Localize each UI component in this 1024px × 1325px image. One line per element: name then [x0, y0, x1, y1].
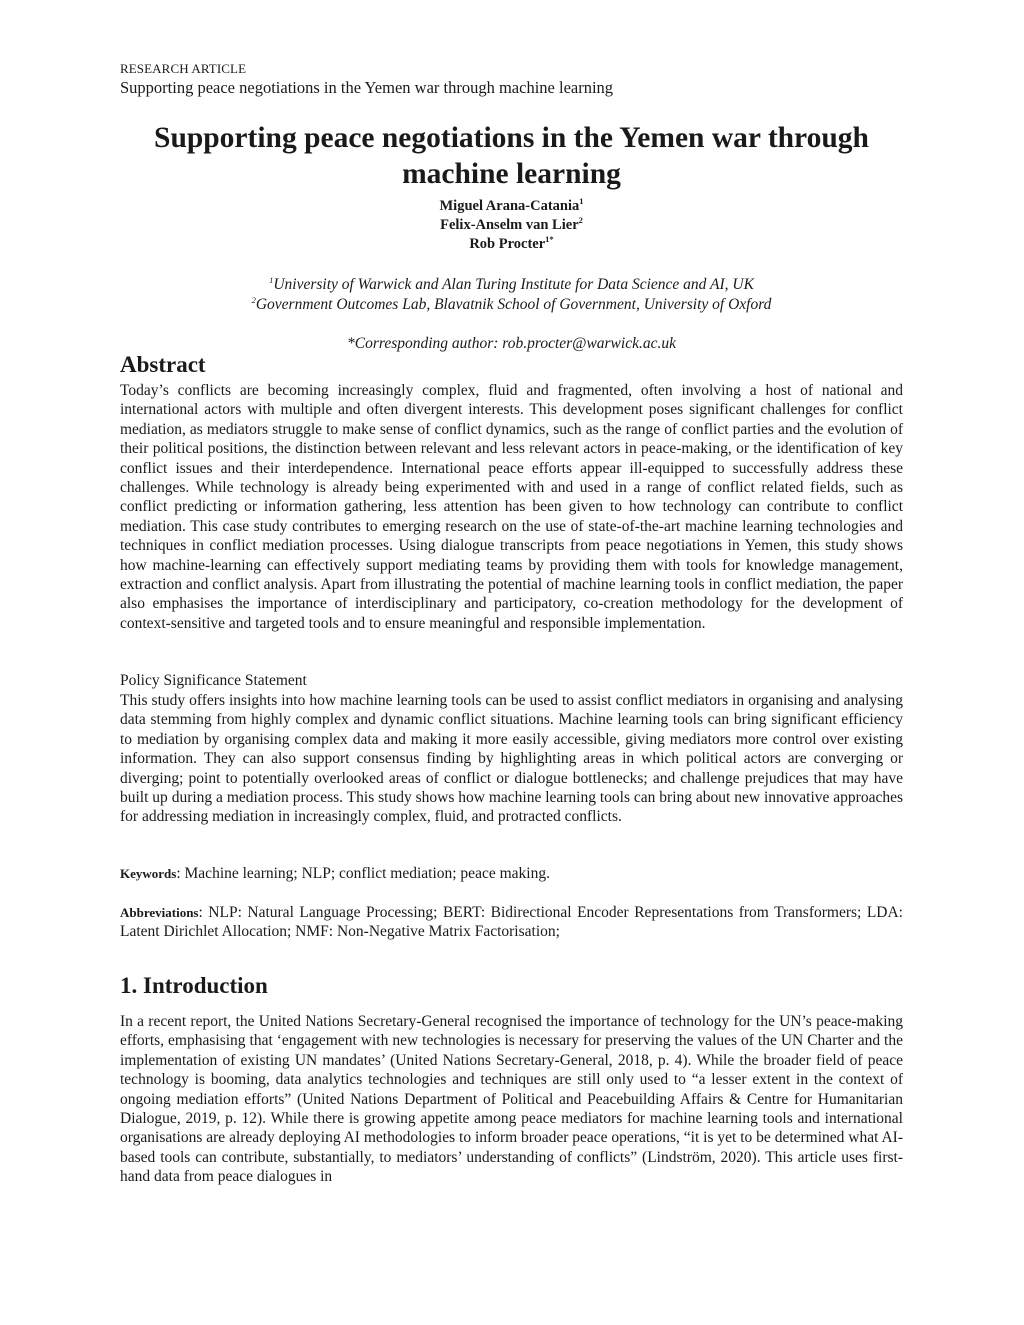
affiliation	[120, 295, 903, 315]
author-name: Rob Procter	[469, 236, 546, 252]
author-list	[120, 197, 903, 254]
keywords-label: Keywords	[120, 866, 177, 881]
article-type-label: RESEARCH ARTICLE	[120, 61, 247, 76]
affiliation-text: Government Outcomes Lab, Blavatnik School of Government, University of Oxford	[255, 296, 772, 313]
author	[120, 216, 903, 235]
affiliation-mark: 2	[251, 294, 256, 305]
affiliation-text: University of Warwick and Alan Turing Institute for Data Science and AI, UK	[273, 276, 754, 293]
abstract-heading: Abstract	[120, 352, 206, 377]
author-affiliation-mark: 1	[579, 196, 584, 207]
keywords	[120, 864, 903, 883]
abbreviations	[120, 903, 903, 942]
affiliation-list	[120, 275, 903, 315]
policy-statement-text: This study offers insights into how machine learning tools can be used to assist conflict mediators in organising and analysing data stemming from highly complex and dynamic conflict situations. Machine learning tools can bring significant efficiency to mediation by organising complex data and making it more easily accessible, giving mediators more control over existing information. They can also support consensus finding by highlighting areas in which political actors are converging or diverging; point to potentially overlooked areas of conflict or dialogue bottlenecks; and challenge prejudices that may have built up during a mediation process. This study shows how machine learning tools can bring about new innovative approaches for addressing mediation in increasingly complex, fluid, and protracted conflicts.	[120, 692, 903, 826]
abstract-text: Today’s conflicts are becoming increasingly complex, fluid and fragmented, often involving a host of national and international actors with multiple and often divergent interests. This development poses significant challenges for conflict mediation, as mediators struggle to make sense of conflict dynamics, such as the range of conflict parties and the evolution of their political positions, the distinction between relevant and less relevant actors in peace-making, or the identification of key conflict issues and their interdependence. International peace efforts appear ill-equipped to successfully address these challenges. While technology is already being experimented with and used in a range of conflict related fields, such as conflict predicting or information gathering, less attention has been given to how technology can contribute to conflict mediation. This case study contributes to emerging research on the use of state-of-the-art machine learning technologies and techniques in conflict mediation processes. Using dialogue transcripts from peace negotiations in Yemen, this study shows how machine-learning can effectively support mediating teams by providing them with tools for knowledge management, extraction and conflict analysis. Apart from illustrating the potential of machine learning tools in conflict mediation, the paper also emphasises the importance of interdisciplinary and participatory, co-creation methodology for the development of context-sensitive and targeted tools and to ensure meaningful and responsible implementation.	[120, 382, 903, 632]
author-name: Felix-Anselm van Lier	[440, 217, 579, 233]
author	[120, 235, 903, 254]
author-affiliation-mark: 2	[578, 215, 583, 226]
keywords-text: : Machine learning; NLP; conflict mediation; peace making.	[176, 865, 550, 882]
author-affiliation-mark: 1*	[545, 234, 554, 245]
abbreviations-text: : NLP: Natural Language Processing; BERT: Bidirectional Encoder Representations from Transformers; LDA: Latent Dirichlet Allocation; NMF: Non-Negative Matrix Factorisation;	[120, 904, 903, 941]
introduction-heading: 1. Introduction	[120, 973, 268, 998]
author	[120, 197, 903, 216]
author-name: Miguel Arana-Catania	[439, 198, 580, 214]
introduction-text: In a recent report, the United Nations Secretary-General recognised the importance of technology for the UN’s peace-making efforts, emphasising that ‘engagement with new technologies is necessary for preserving the values of the UN Charter and the implementation of existing UN mandates’ (United Nations Secretary-General, 2018, p. 4). While the broader field of peace technology is booming, data analytics technologies and techniques are still only used to “a lesser extent in the context of ongoing mediation efforts” (United Nations Department of Political and Peacebuilding Affairs & Centre for Humanitarian Dialogue, 2019, p. 12). While there is growing appetite among peace mediators for machine learning tools and international organisations are already deploying AI methodologies to inform broader peace operations, “it is yet to be determined what AI-based tools can contribute, substantially, to mediators’ understanding of conflicts” (Lindström, 2020). This article uses first-hand data from peace dialogues in	[120, 1013, 903, 1186]
running-title: Supporting peace negotiations in the Yemen war through machine learning	[120, 78, 614, 97]
affiliation	[120, 275, 903, 295]
policy-statement-label: Policy Significance Statement	[120, 672, 307, 689]
abbreviations-label: Abbreviations	[120, 905, 199, 920]
affiliation-mark: 1	[269, 274, 274, 285]
corresponding-author: *Corresponding author: rob.procter@warwick.ac.uk	[347, 335, 676, 352]
paper-title: Supporting peace negotiations in the Yemen war through machine learning	[154, 122, 869, 190]
